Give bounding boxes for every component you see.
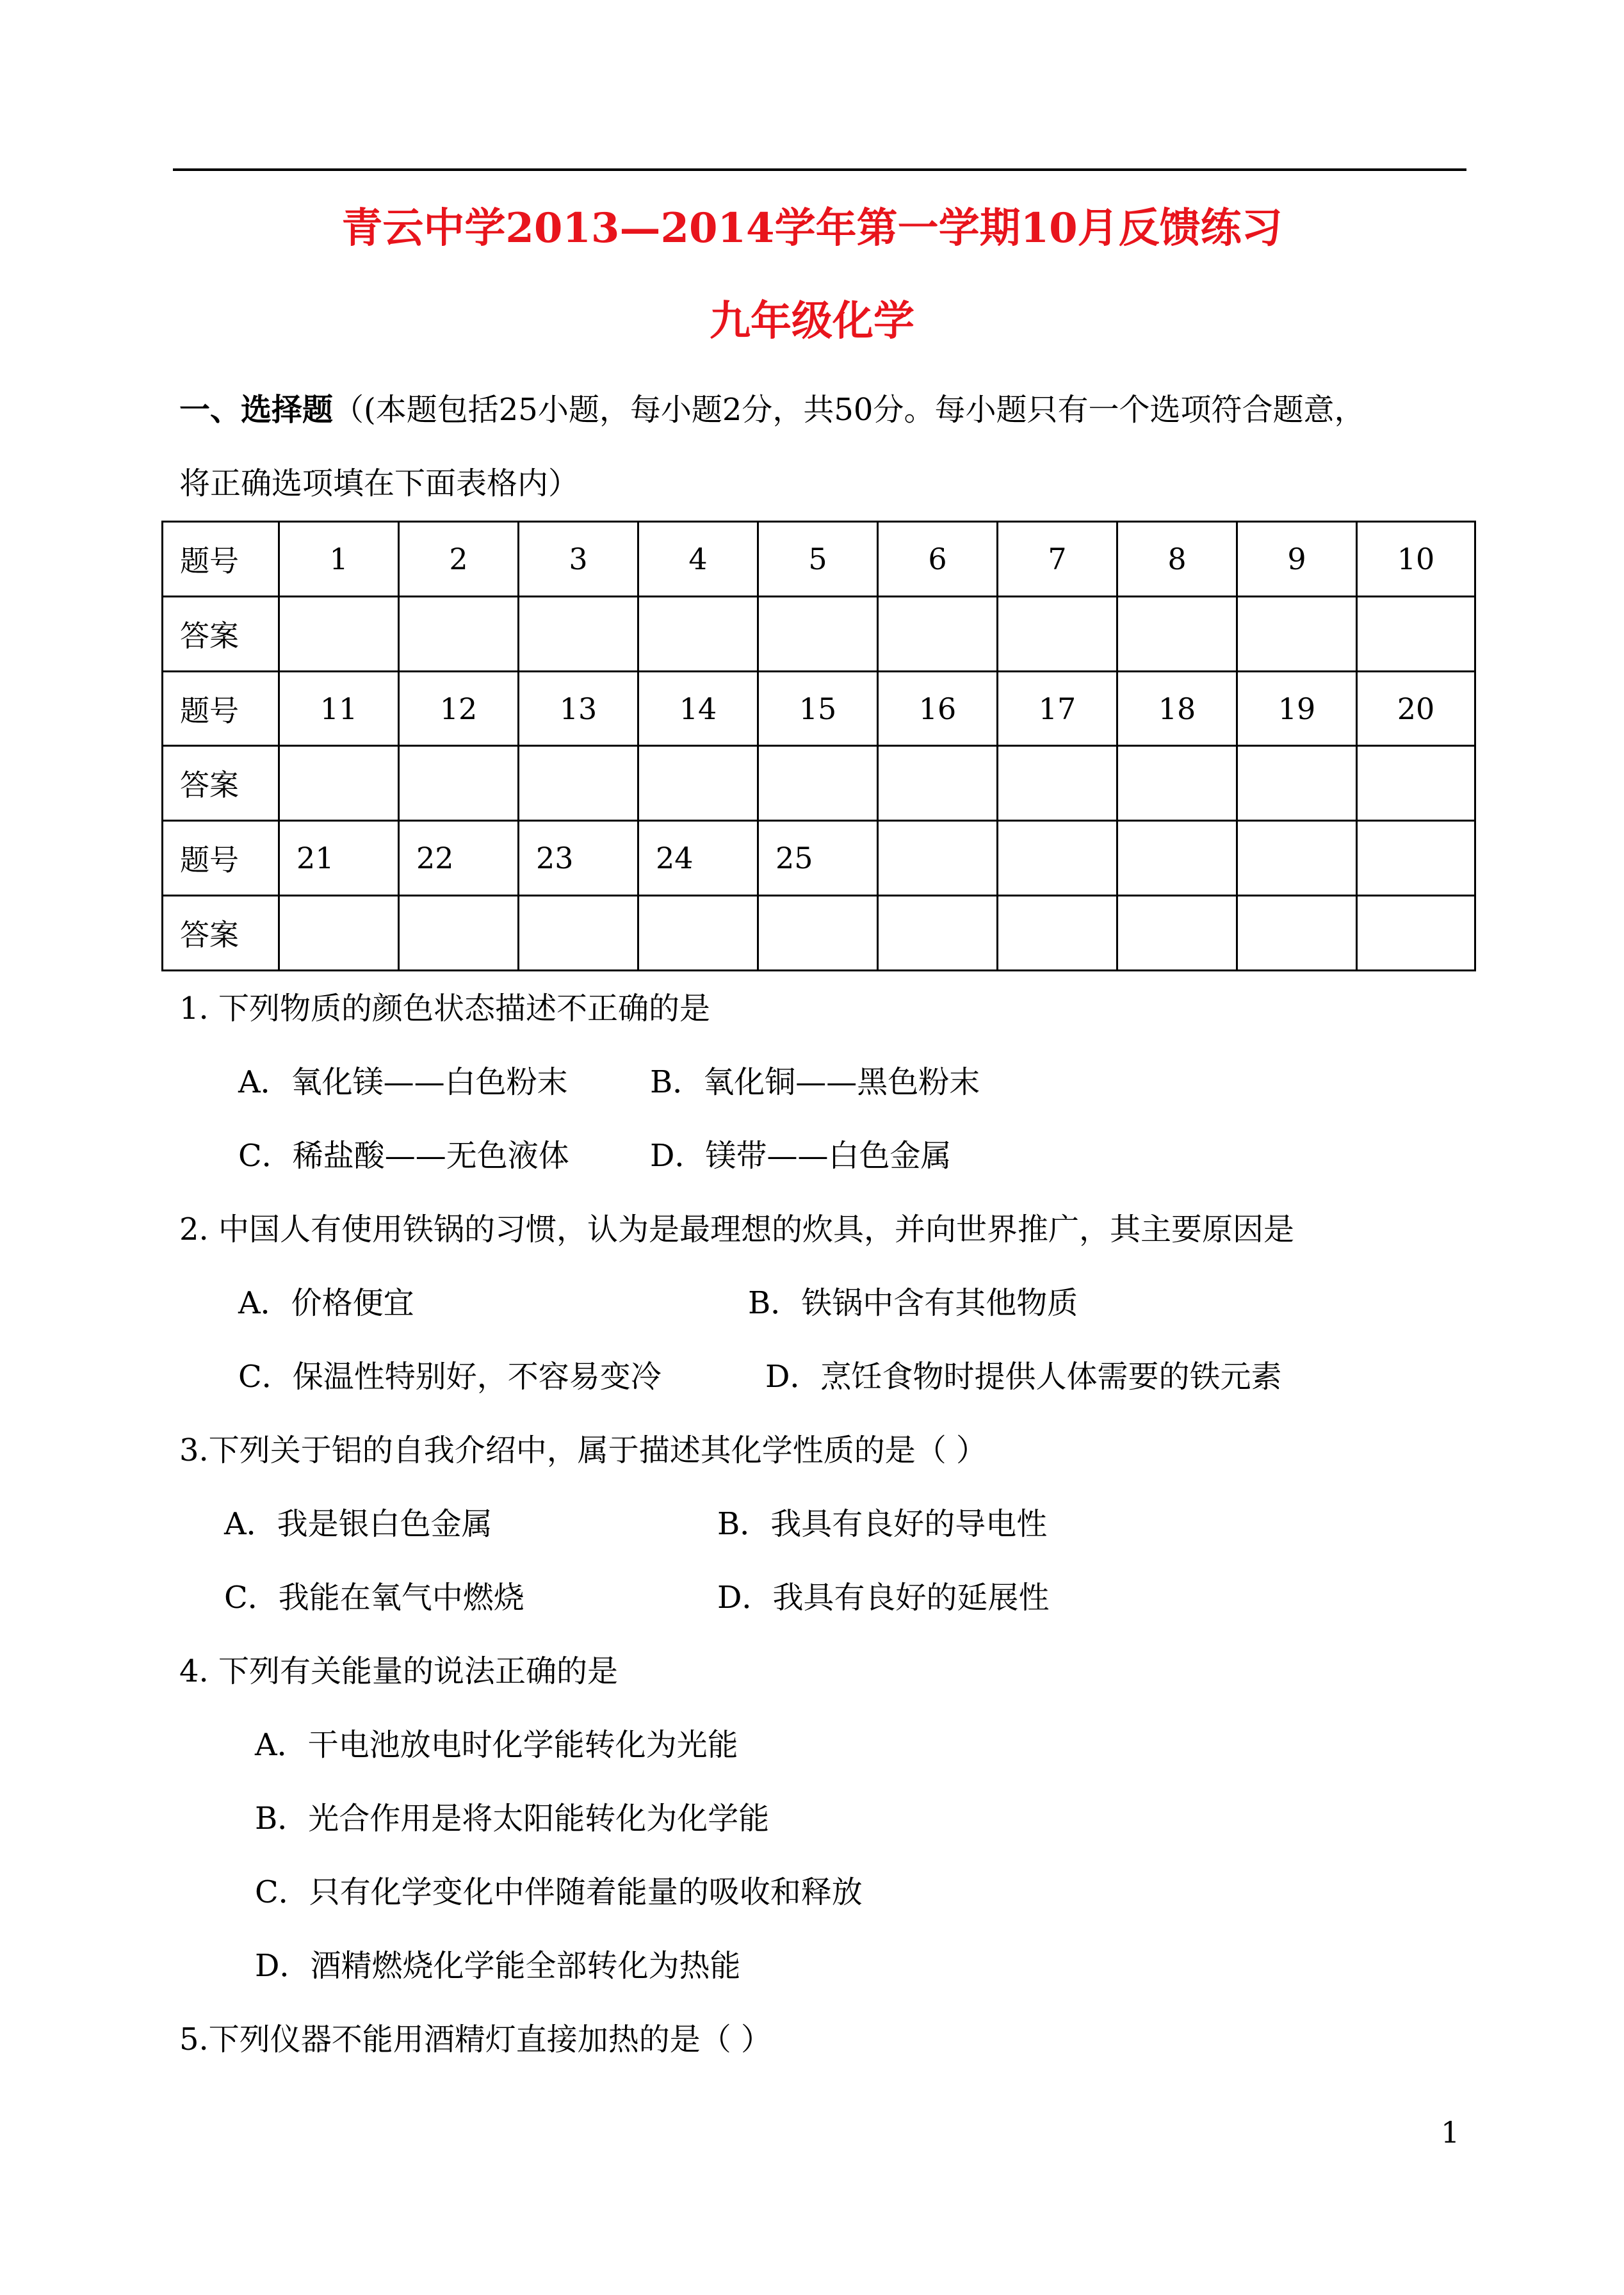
answer-cell[interactable]: [519, 746, 638, 821]
answer-cell[interactable]: [1237, 896, 1357, 971]
question-number-cell: [1117, 821, 1237, 896]
answer-table-row-label: 题号: [163, 821, 279, 896]
answer-cell[interactable]: [758, 746, 878, 821]
answer-table-row: [163, 746, 1475, 821]
question-number-cell: 20: [1357, 671, 1475, 746]
answer-cell[interactable]: [519, 896, 638, 971]
question-number-cell: 6: [878, 522, 998, 597]
question-number-cell: 8: [1117, 522, 1237, 597]
answer-cell[interactable]: [1117, 896, 1237, 971]
answer-cell[interactable]: [758, 596, 878, 671]
section-heading: 一、选择题: [179, 392, 334, 428]
answer-cell[interactable]: [1117, 596, 1237, 671]
header-rule: [173, 168, 1466, 171]
question-number-cell: 14: [638, 671, 758, 746]
question-1-option-a: A．氧化镁——白色粉末: [238, 1064, 568, 1100]
answer-cell[interactable]: [638, 746, 758, 821]
answer-table: [161, 521, 1476, 971]
question-number-cell: 16: [878, 671, 998, 746]
question-number-cell: 12: [399, 671, 519, 746]
question-3-option-a: A．我是银白色金属: [224, 1506, 492, 1542]
question-2-stem: 2. 中国人有使用铁锅的习惯，认为是最理想的炊具，并向世界推广，其主要原因是: [179, 1212, 1295, 1247]
answer-table-row: [163, 522, 1475, 597]
answer-table-row-label: 答案: [163, 896, 279, 971]
answer-table-row-label: 答案: [163, 596, 279, 671]
question-number-cell: 3: [519, 522, 638, 597]
question-number-cell: 11: [279, 671, 399, 746]
answer-cell[interactable]: [998, 746, 1117, 821]
answer-cell[interactable]: [878, 596, 998, 671]
answer-cell[interactable]: [1237, 596, 1357, 671]
answer-cell[interactable]: [1357, 596, 1475, 671]
question-1-option-b: B．氧化铜——黑色粉末: [650, 1064, 980, 1100]
answer-cell[interactable]: [998, 596, 1117, 671]
answer-table-row: [163, 896, 1475, 971]
question-number-cell: 17: [998, 671, 1117, 746]
answer-table-row-label: 题号: [163, 671, 279, 746]
answer-table-row-label: 题号: [163, 522, 279, 597]
section-instruction: [179, 389, 1365, 430]
question-4-option-b: B．光合作用是将太阳能转化为化学能: [255, 1801, 770, 1837]
question-2-option-d: D．烹饪食物时提供人体需要的铁元素: [765, 1359, 1282, 1395]
answer-cell[interactable]: [638, 596, 758, 671]
question-3-option-b: B．我具有良好的导电性: [717, 1506, 1048, 1542]
question-number-cell: 10: [1357, 522, 1475, 597]
question-4-option-c: C．只有化学变化中伴随着能量的吸收和释放: [255, 1874, 863, 1910]
question-1-option-c: C．稀盐酸——无色液体: [238, 1138, 569, 1174]
answer-cell[interactable]: [1357, 896, 1475, 971]
question-4-option-a: A．干电池放电时化学能转化为光能: [255, 1727, 738, 1763]
question-number-cell: [998, 821, 1117, 896]
answer-cell[interactable]: [758, 896, 878, 971]
answer-table-row: [163, 821, 1475, 896]
question-number-cell: 18: [1117, 671, 1237, 746]
answer-cell[interactable]: [399, 746, 519, 821]
question-1-stem: 1. 下列物质的颜色状态描述不正确的是: [179, 991, 711, 1026]
question-number-cell: 21: [279, 821, 399, 896]
question-number-cell: 25: [758, 821, 878, 896]
answer-cell[interactable]: [519, 596, 638, 671]
answer-cell[interactable]: [279, 596, 399, 671]
question-number-cell: 13: [519, 671, 638, 746]
answer-table-row: [163, 671, 1475, 746]
answer-cell[interactable]: [638, 896, 758, 971]
answer-cell[interactable]: [1117, 746, 1237, 821]
question-4-stem: 4. 下列有关能量的说法正确的是: [179, 1653, 619, 1689]
answer-cell[interactable]: [399, 896, 519, 971]
question-number-cell: 19: [1237, 671, 1357, 746]
question-2-option-b: B．铁锅中含有其他物质: [748, 1285, 1078, 1321]
question-number-cell: 1: [279, 522, 399, 597]
question-3-option-c: C．我能在氧气中燃烧: [224, 1580, 524, 1616]
question-number-cell: 23: [519, 821, 638, 896]
question-number-cell: 7: [998, 522, 1117, 597]
question-1-option-d: D．镁带——白色金属: [650, 1138, 952, 1174]
answer-cell[interactable]: [399, 596, 519, 671]
question-3-option-d: D．我具有良好的延展性: [717, 1580, 1050, 1616]
page-subtitle: 九年级化学: [710, 297, 914, 345]
question-2-option-a: A．价格便宜: [238, 1285, 414, 1321]
section-instruction-line1: （(本题包括25小题，每小题2分，共50分。每小题只有一个选项符合题意，: [333, 392, 1365, 428]
section-instruction-line2: 将正确选项填在下面表格内）: [179, 466, 580, 501]
answer-cell[interactable]: [1237, 746, 1357, 821]
question-4-option-d: D．酒精燃烧化学能全部转化为热能: [255, 1948, 741, 1984]
question-2-option-c: C．保温性特别好，不容易变冷: [238, 1359, 662, 1395]
question-5-stem: 5.下列仪器不能用酒精灯直接加热的是（ ）: [179, 2022, 772, 2057]
answer-cell[interactable]: [998, 896, 1117, 971]
question-number-cell: 2: [399, 522, 519, 597]
question-number-cell: 15: [758, 671, 878, 746]
answer-cell[interactable]: [279, 896, 399, 971]
question-number-cell: 4: [638, 522, 758, 597]
page-number: 1: [1441, 2115, 1460, 2150]
question-number-cell: 5: [758, 522, 878, 597]
question-number-cell: 24: [638, 821, 758, 896]
answer-table-row: [163, 596, 1475, 671]
answer-cell[interactable]: [1357, 746, 1475, 821]
answer-table-row-label: 答案: [163, 746, 279, 821]
question-number-cell: [878, 821, 998, 896]
answer-cell[interactable]: [878, 896, 998, 971]
question-number-cell: 9: [1237, 522, 1357, 597]
answer-cell[interactable]: [279, 746, 399, 821]
question-number-cell: [1357, 821, 1475, 896]
answer-cell[interactable]: [878, 746, 998, 821]
question-number-cell: 22: [399, 821, 519, 896]
question-number-cell: [1237, 821, 1357, 896]
page-title: 青云中学2013—2014学年第一学期10月反馈练习: [341, 204, 1283, 252]
question-3-stem: 3.下列关于铝的自我介绍中，属于描述其化学性质的是（ ）: [179, 1432, 987, 1468]
